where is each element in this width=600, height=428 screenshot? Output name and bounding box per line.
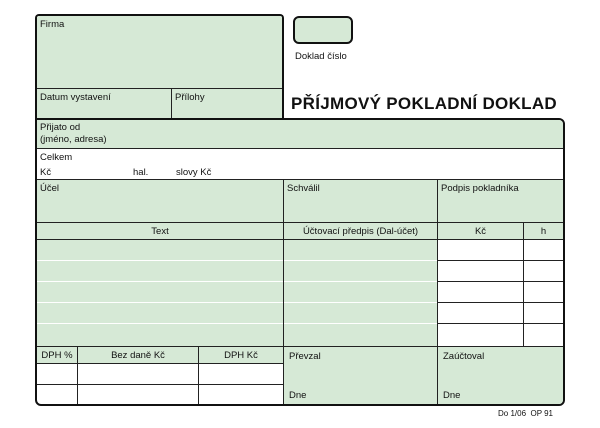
vat-row-1[interactable] [37, 364, 283, 384]
datum-vystaveni-label: Datum vystavení [40, 92, 111, 103]
firma-label: Firma [40, 19, 65, 30]
col-text-header: Text [151, 226, 169, 237]
podpis-pokladnika-label: Podpis pokladníka [441, 183, 519, 194]
ucel-field[interactable] [37, 180, 283, 222]
doklad-cislo-label: Doklad číslo [295, 51, 347, 62]
celkem-label: Celkem [40, 152, 73, 163]
zauctoval-label: Zaúčtoval [443, 351, 485, 362]
jmeno-adresa-label: (jméno, adresa) [40, 134, 107, 145]
vat-row-2[interactable] [37, 385, 283, 404]
form-code: Do 1/06 OP 91 [498, 409, 553, 418]
table-row [37, 324, 563, 346]
col-dph-pct-header: DPH % [41, 350, 73, 361]
schvalil-label: Schválil [287, 183, 320, 194]
col-kc-header: Kč [474, 226, 487, 237]
slovy-kc-label: slovy Kč [176, 167, 212, 178]
col-uctovaci-predpis-header: Účtovací předpis (Dal-účet) [302, 226, 419, 237]
table-row [37, 282, 563, 302]
document-title: PŘÍJMOVÝ POKLADNÍ DOKLAD [291, 94, 557, 113]
hal-label: hal. [133, 167, 149, 178]
prilohy-label: Přílohy [175, 92, 205, 103]
kc-label: Kč [40, 167, 52, 178]
slovy-field[interactable] [218, 162, 558, 178]
table-row [37, 240, 563, 260]
celkem-amount-field[interactable] [55, 162, 130, 178]
col-bez-dane-header: Bez daně Kč [111, 350, 165, 361]
doklad-cislo-field[interactable] [293, 16, 353, 44]
prijato-od-field[interactable] [37, 120, 563, 148]
table-row [37, 261, 563, 281]
firma-field[interactable] [37, 16, 282, 88]
prevzal-label: Převzal [289, 351, 321, 362]
prevzal-dne-label: Dne [289, 390, 307, 401]
zauctoval-dne-label: Dne [443, 390, 461, 401]
table-row [37, 303, 563, 323]
ucel-label: Účel [40, 183, 60, 194]
col-dph-kc-header: DPH Kč [224, 350, 258, 361]
col-h-header: h [540, 226, 547, 237]
prijato-od-label: Přijato od [40, 122, 81, 133]
